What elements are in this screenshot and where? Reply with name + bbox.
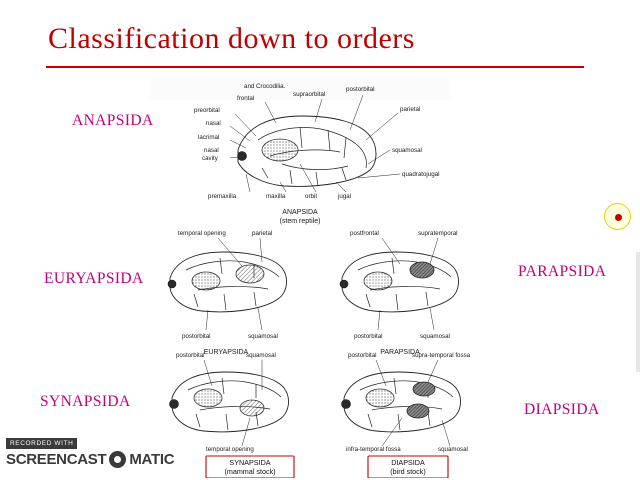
parapsida-label-postorbital: postorbital xyxy=(354,333,383,340)
label-synapsida: SYNAPSIDA xyxy=(40,393,131,410)
screencast-watermark xyxy=(6,438,175,476)
anapsida-label-quadratojugal: quadratojugal xyxy=(402,171,440,178)
synapsida-skull-diagram xyxy=(170,352,295,478)
label-euryapsida: EURYAPSIDA xyxy=(44,270,144,287)
euryapsida-label-postorbital: postorbital xyxy=(182,333,211,340)
figure-faint-text: and Crocodilia. xyxy=(244,83,286,90)
anapsida-label-orbit: orbit xyxy=(305,193,318,200)
parapsida-label-postfrontal: postfrontal xyxy=(350,230,379,237)
anapsida-label-nasal-cavity-1: nasal xyxy=(204,147,219,154)
parapsida-label-squamosal: squamosal xyxy=(420,333,450,340)
synapsida-caption-line2: (mammal stock) xyxy=(224,467,276,476)
anapsida-label-preorbital: preorbital xyxy=(194,107,220,114)
watermark-recorded-with: RECORDED WITH xyxy=(6,438,77,449)
euryapsida-caption: EURYAPSIDA xyxy=(203,349,249,356)
anapsida-caption-line1: ANAPSIDA xyxy=(282,209,318,216)
anapsida-label-frontal: frontal xyxy=(237,95,255,102)
watermark-brand-part1: SCREENCAST xyxy=(6,451,107,468)
anapsida-label-supraorbital: supraorbital xyxy=(293,91,326,98)
anapsida-label-parietal: parietal xyxy=(400,106,421,113)
anapsida-label-nasal-cavity-2: cavity xyxy=(202,155,218,162)
diapsida-label-postorbital: postorbital xyxy=(348,352,377,359)
anapsida-label-lacrimal: lacrimal xyxy=(198,134,220,141)
record-dot-icon xyxy=(615,214,622,221)
anapsida-label-jugal: jugal xyxy=(338,193,352,200)
synapsida-label-squamosal: squamosal xyxy=(246,352,276,359)
parapsida-caption: PARAPSIDA xyxy=(380,349,420,356)
label-anapsida: ANAPSIDA xyxy=(72,112,154,129)
right-edge-scrollbar[interactable] xyxy=(636,252,640,372)
recording-indicator[interactable] xyxy=(604,203,631,230)
screencast-logo-icon xyxy=(109,451,126,468)
label-diapsida: DIAPSIDA xyxy=(524,401,600,418)
diapsida-label-supratemporal-fossa: supra-temporal fossa xyxy=(412,352,471,359)
page-title: Classification down to orders xyxy=(48,22,415,55)
euryapsida-label-temporal-opening: temporal opening xyxy=(178,230,226,237)
diapsida-label-infratemporal-fossa: infra-temporal fossa xyxy=(346,446,401,453)
anapsida-caption-line2: (stem reptile) xyxy=(279,218,321,225)
euryapsida-label-parietal: parietal xyxy=(252,230,273,237)
euryapsida-skull-diagram xyxy=(168,230,287,356)
skull-diagram-figure xyxy=(150,78,510,478)
anapsida-label-nasal: nasal xyxy=(206,120,221,127)
synapsida-caption-line1: SYNAPSIDA xyxy=(229,458,271,467)
synapsida-label-temporal-opening: temporal opening xyxy=(206,446,254,453)
diapsida-skull-diagram xyxy=(342,352,471,478)
anapsida-label-premaxilla: premaxilla xyxy=(208,193,237,200)
parapsida-label-supratemporal: supratemporal xyxy=(418,230,458,237)
synapsida-label-postorbital: postorbital xyxy=(176,352,205,359)
watermark-brand-part2: MATIC xyxy=(129,451,175,468)
anapsida-label-maxilla: maxilla xyxy=(266,193,286,200)
watermark-brand xyxy=(6,451,174,468)
diapsida-caption-line2: (bird stock) xyxy=(390,467,426,476)
anapsida-label-postorbital: postorbital xyxy=(346,86,375,93)
euryapsida-label-squamosal: squamosal xyxy=(248,333,278,340)
title-underline xyxy=(46,66,584,68)
parapsida-skull-diagram xyxy=(340,230,459,356)
diapsida-caption-line1: DIAPSIDA xyxy=(391,458,425,467)
diapsida-label-squamosal: squamosal xyxy=(438,446,468,453)
label-parapsida: PARAPSIDA xyxy=(518,263,607,280)
anapsida-label-squamosal: squamosal xyxy=(392,147,422,154)
anapsida-skull-diagram xyxy=(194,86,440,225)
